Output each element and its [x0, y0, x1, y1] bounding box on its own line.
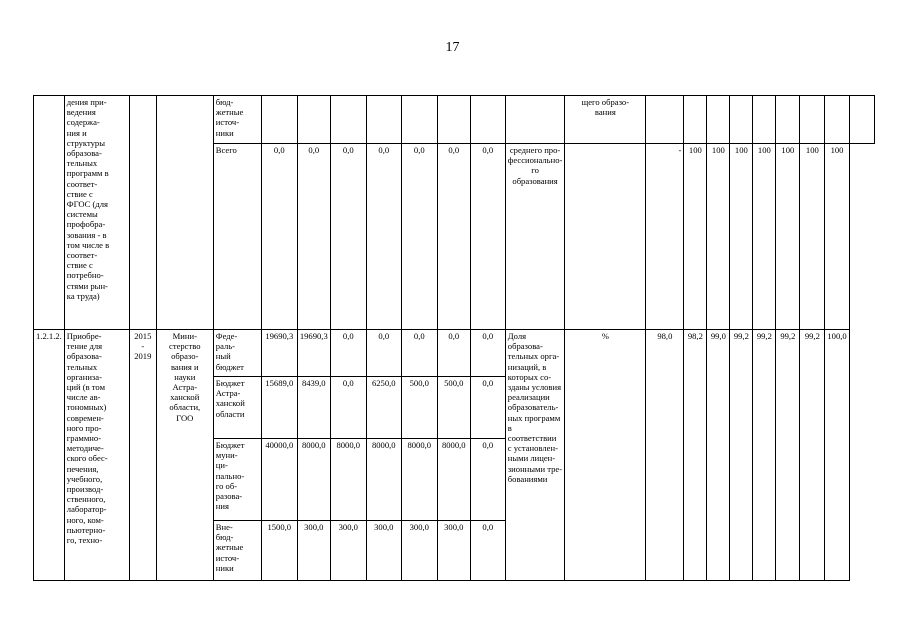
value-cell: 0,0: [297, 144, 330, 330]
target-cell: 98,2: [684, 330, 707, 581]
page-number: 17: [445, 40, 460, 55]
target-cell: 100: [753, 144, 776, 330]
indicator-cell: Доля образова- тельных орга- низаций, в которых со- зданы условия реализации образователь- ных программ в соответствии с установлен- ными лицен- зионными тре- бованиями: [505, 330, 565, 581]
target-cell: [753, 96, 776, 144]
value-cell: 0,0: [366, 144, 401, 330]
executor-cell: Мини- стерство образо- вания и науки Астра- ханской области, ГОО: [156, 330, 213, 581]
value-cell: 6250,0: [366, 377, 401, 439]
value-cell: 0,0: [401, 330, 437, 377]
value-cell: [261, 96, 297, 144]
section-number: 1.2.1.2.: [34, 330, 65, 581]
table-row: [34, 96, 875, 144]
value-cell: 8000,0: [366, 439, 401, 521]
value-cell: [470, 96, 505, 144]
indicator-cell: щего образо- вания: [565, 96, 646, 144]
value-cell: 300,0: [297, 521, 330, 581]
target-cell: [730, 96, 753, 144]
target-cell: [825, 96, 849, 144]
value-cell: 0,0: [401, 144, 437, 330]
years-cell: [129, 96, 156, 330]
target-cell: -: [646, 144, 684, 330]
funding-source-label: бюд- жетные источ- ники: [213, 96, 261, 144]
indicator-cell: среднего про- фессионально- го образования: [505, 144, 565, 330]
target-cell: 100: [825, 144, 849, 330]
value-cell: 8000,0: [437, 439, 470, 521]
funding-source-label: Феде- раль- ный бюджет: [213, 330, 261, 377]
value-cell: [401, 96, 437, 144]
value-cell: [330, 96, 366, 144]
target-cell: [707, 96, 730, 144]
value-cell: 0,0: [437, 144, 470, 330]
target-cell: 99,0: [707, 330, 730, 581]
value-cell: 1500,0: [261, 521, 297, 581]
value-cell: 19690,3: [261, 330, 297, 377]
value-cell: [366, 96, 401, 144]
value-cell: 8000,0: [330, 439, 366, 521]
value-cell: 0,0: [470, 144, 505, 330]
value-cell: [505, 96, 565, 144]
target-cell: [800, 96, 825, 144]
target-cell: 100: [707, 144, 730, 330]
value-cell: 0,0: [470, 439, 505, 521]
value-cell: 8000,0: [297, 439, 330, 521]
target-cell: 100: [730, 144, 753, 330]
value-cell: 300,0: [437, 521, 470, 581]
value-cell: 0,0: [437, 330, 470, 377]
value-cell: 0,0: [470, 521, 505, 581]
value-cell: 15689,0: [261, 377, 297, 439]
funding-source-label: Вне- бюд- жетные источ- ники: [213, 521, 261, 581]
program-table: [33, 95, 875, 581]
funding-source-label: Бюджет муни- ци- пально- го об- разова- ния: [213, 439, 261, 521]
target-cell: 100: [684, 144, 707, 330]
value-cell: 0,0: [470, 330, 505, 377]
value-cell: 300,0: [330, 521, 366, 581]
years-cell: 2015 - 2019: [129, 330, 156, 581]
value-cell: 300,0: [401, 521, 437, 581]
value-cell: 8000,0: [401, 439, 437, 521]
target-cell: 99,2: [800, 330, 825, 581]
value-cell: 500,0: [437, 377, 470, 439]
number-cell: [34, 96, 65, 330]
value-cell: [297, 96, 330, 144]
target-cell: [849, 96, 874, 144]
target-cell: 100: [800, 144, 825, 330]
target-cell: 100,0: [825, 330, 849, 581]
task-cell: дения при- ведения содержа- ния и структуры образова- тельных программ в соответ- ствие с ФГОС (для системы профобра- зования - в том числе в соответ- ствие с потребно- стями рын- ка труда): [64, 96, 129, 330]
table-row: [34, 330, 875, 377]
target-cell: 99,2: [730, 330, 753, 581]
value-cell: 500,0: [401, 377, 437, 439]
target-cell: 99,2: [753, 330, 776, 581]
value-cell: 8439,0: [297, 377, 330, 439]
target-cell: [776, 96, 800, 144]
value-cell: 0,0: [261, 144, 297, 330]
target-cell: 99,2: [776, 330, 800, 581]
value-cell: 0,0: [470, 377, 505, 439]
target-cell: 100: [776, 144, 800, 330]
unit-cell: [646, 96, 684, 144]
target-cell: 98,0: [646, 330, 684, 581]
unit-cell: [565, 144, 646, 330]
value-cell: [437, 96, 470, 144]
value-cell: 300,0: [366, 521, 401, 581]
value-cell: 0,0: [366, 330, 401, 377]
value-cell: 0,0: [330, 330, 366, 377]
executor-cell: [156, 96, 213, 330]
task-cell: Приобре- тение для образова- тельных организа- ций (в том числе ав- тономных) современ- ного про- граммно- методиче- ского обес- печения, учебного, производ- ственного, лаборатор- ного, ком- пьютерно- го, техно-: [64, 330, 129, 581]
funding-source-label: Бюджет Астра- ханской области: [213, 377, 261, 439]
value-cell: 0,0: [330, 377, 366, 439]
value-cell: 19690,3: [297, 330, 330, 377]
value-cell: 40000,0: [261, 439, 297, 521]
funding-source-label: Всего: [213, 144, 261, 330]
target-cell: [684, 96, 707, 144]
unit-cell: %: [565, 330, 646, 581]
value-cell: 0,0: [330, 144, 366, 330]
